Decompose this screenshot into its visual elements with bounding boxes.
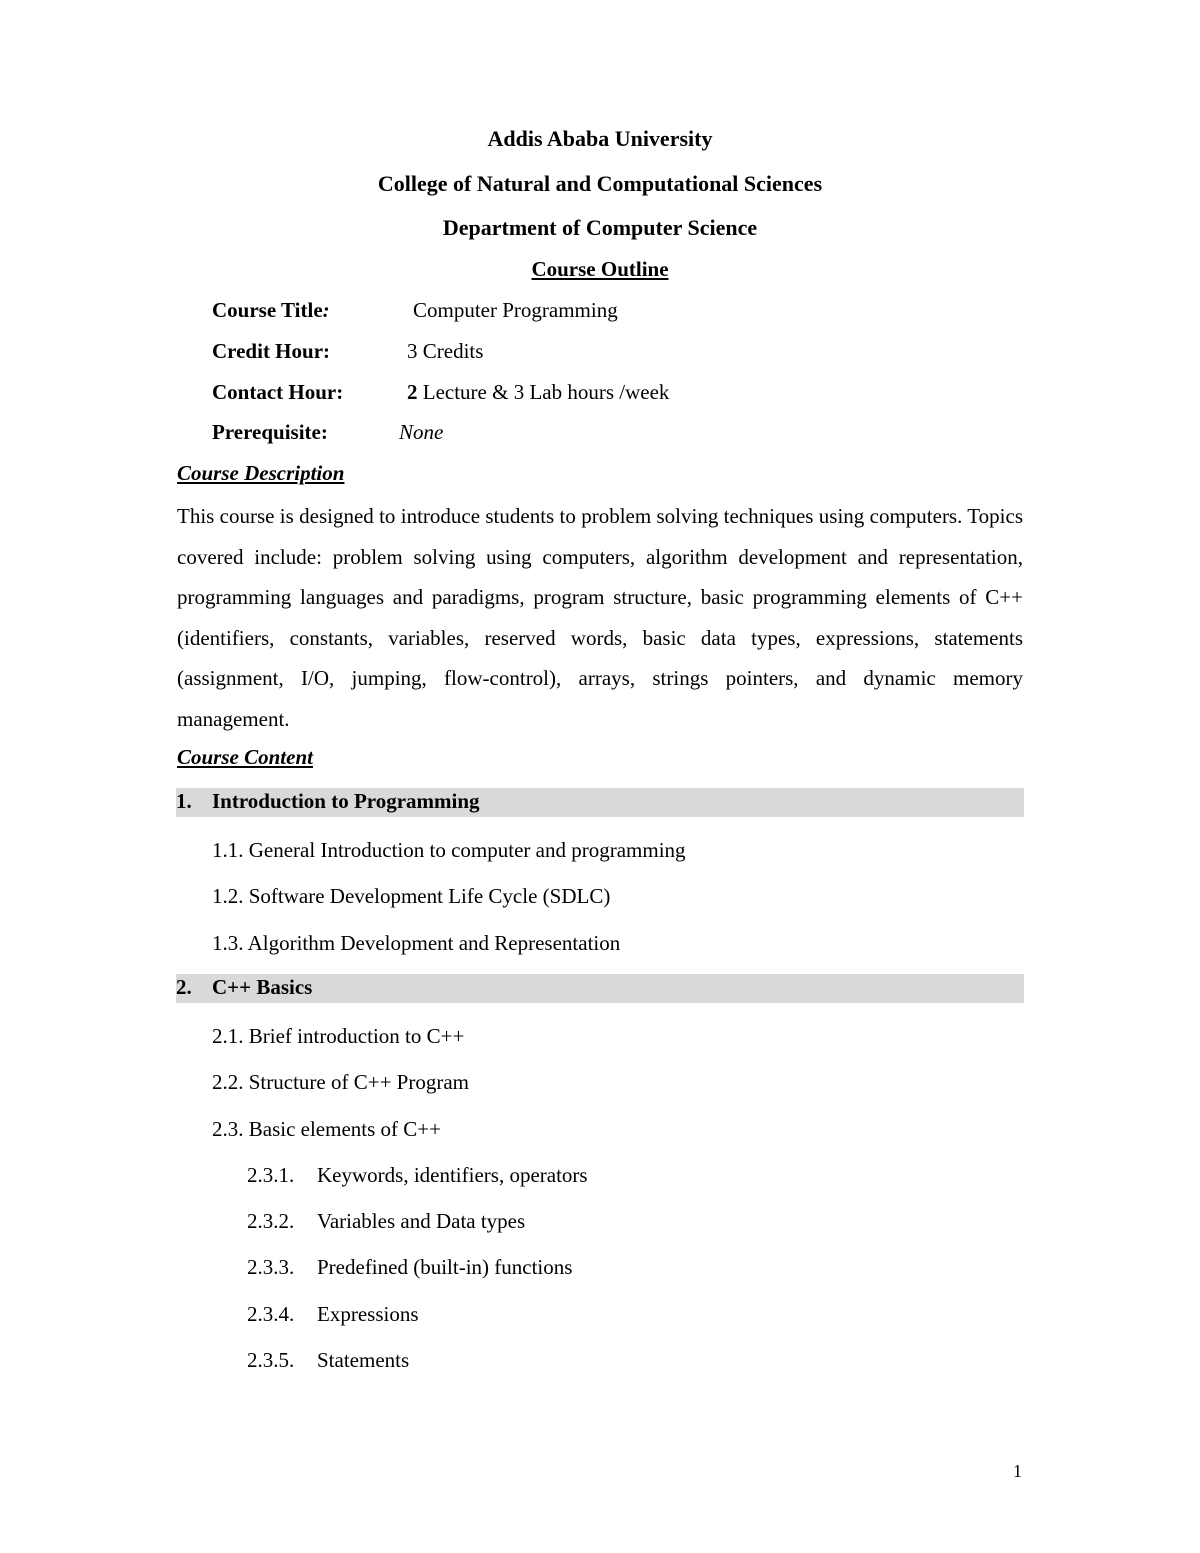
subitem-text: Keywords, identifiers, operators bbox=[317, 1163, 588, 1187]
subitem-number: 2.3.5. bbox=[247, 1348, 295, 1372]
list-item: 1.1. General Introduction to computer and programming bbox=[212, 838, 686, 862]
prerequisite-value: None bbox=[399, 420, 444, 444]
list-item: 2.2. Structure of C++ Program bbox=[212, 1070, 469, 1094]
chapter-number: 1. bbox=[176, 789, 192, 813]
subitem-number: 2.3.3. bbox=[247, 1255, 295, 1279]
subitem-number: 2.3.4. bbox=[247, 1302, 295, 1326]
subitem-number: 2.3.1. bbox=[247, 1163, 295, 1187]
subitem-number: 2.3.2. bbox=[247, 1209, 295, 1233]
chapter-heading bbox=[176, 788, 1024, 817]
page-number: 1 bbox=[1013, 1461, 1022, 1481]
contact-hour-label: Contact Hour: bbox=[212, 380, 344, 404]
list-item: 2.1. Brief introduction to C++ bbox=[212, 1024, 465, 1048]
chapter-title: Introduction to Programming bbox=[212, 789, 480, 813]
chapter-heading bbox=[176, 974, 1024, 1003]
outline-title: Course Outline bbox=[531, 257, 669, 281]
university-name: Addis Ababa University bbox=[487, 126, 713, 151]
credit-hour-value: 3 Credits bbox=[407, 339, 484, 363]
contact-hour-value: 2 Lecture & 3 Lab hours /week bbox=[407, 380, 670, 404]
course-description-text: This course is designed to introduce students to problem solving techniques using computers. Topics covered include: problem solving using computers, algorithm development and representation, programming languages and paradigms, program structure, basic programming elements of C++ (identifiers, constants, variables, reserved words, basic data types, expressions, statements (assignment, I/O, jumping, flow-control), arrays, strings pointers, and dynamic memory management. bbox=[177, 504, 1023, 731]
chapter-title: C++ Basics bbox=[212, 975, 313, 999]
prerequisite-label: Prerequisite: bbox=[212, 420, 328, 444]
course-content-heading: Course Content bbox=[177, 745, 313, 769]
list-item: 2.3. Basic elements of C++ bbox=[212, 1117, 441, 1141]
credit-hour-label: Credit Hour: bbox=[212, 339, 331, 363]
subitem-text: Expressions bbox=[317, 1302, 419, 1326]
list-item: 1.2. Software Development Life Cycle (SDLC) bbox=[212, 884, 611, 908]
college-name: College of Natural and Computational Sciences bbox=[377, 171, 823, 196]
chapter-number: 2. bbox=[176, 975, 192, 999]
department-name: Department of Computer Science bbox=[442, 215, 758, 240]
course-description-heading: Course Description bbox=[177, 461, 345, 485]
subitem-text: Variables and Data types bbox=[317, 1209, 526, 1233]
subitem-text: Predefined (built-in) functions bbox=[317, 1255, 573, 1279]
subitem-text: Statements bbox=[317, 1348, 410, 1372]
course-title-label: Course Title: bbox=[212, 298, 330, 322]
course-title-value: Computer Programming bbox=[413, 298, 618, 322]
list-item: 1.3. Algorithm Development and Representation bbox=[212, 931, 621, 955]
